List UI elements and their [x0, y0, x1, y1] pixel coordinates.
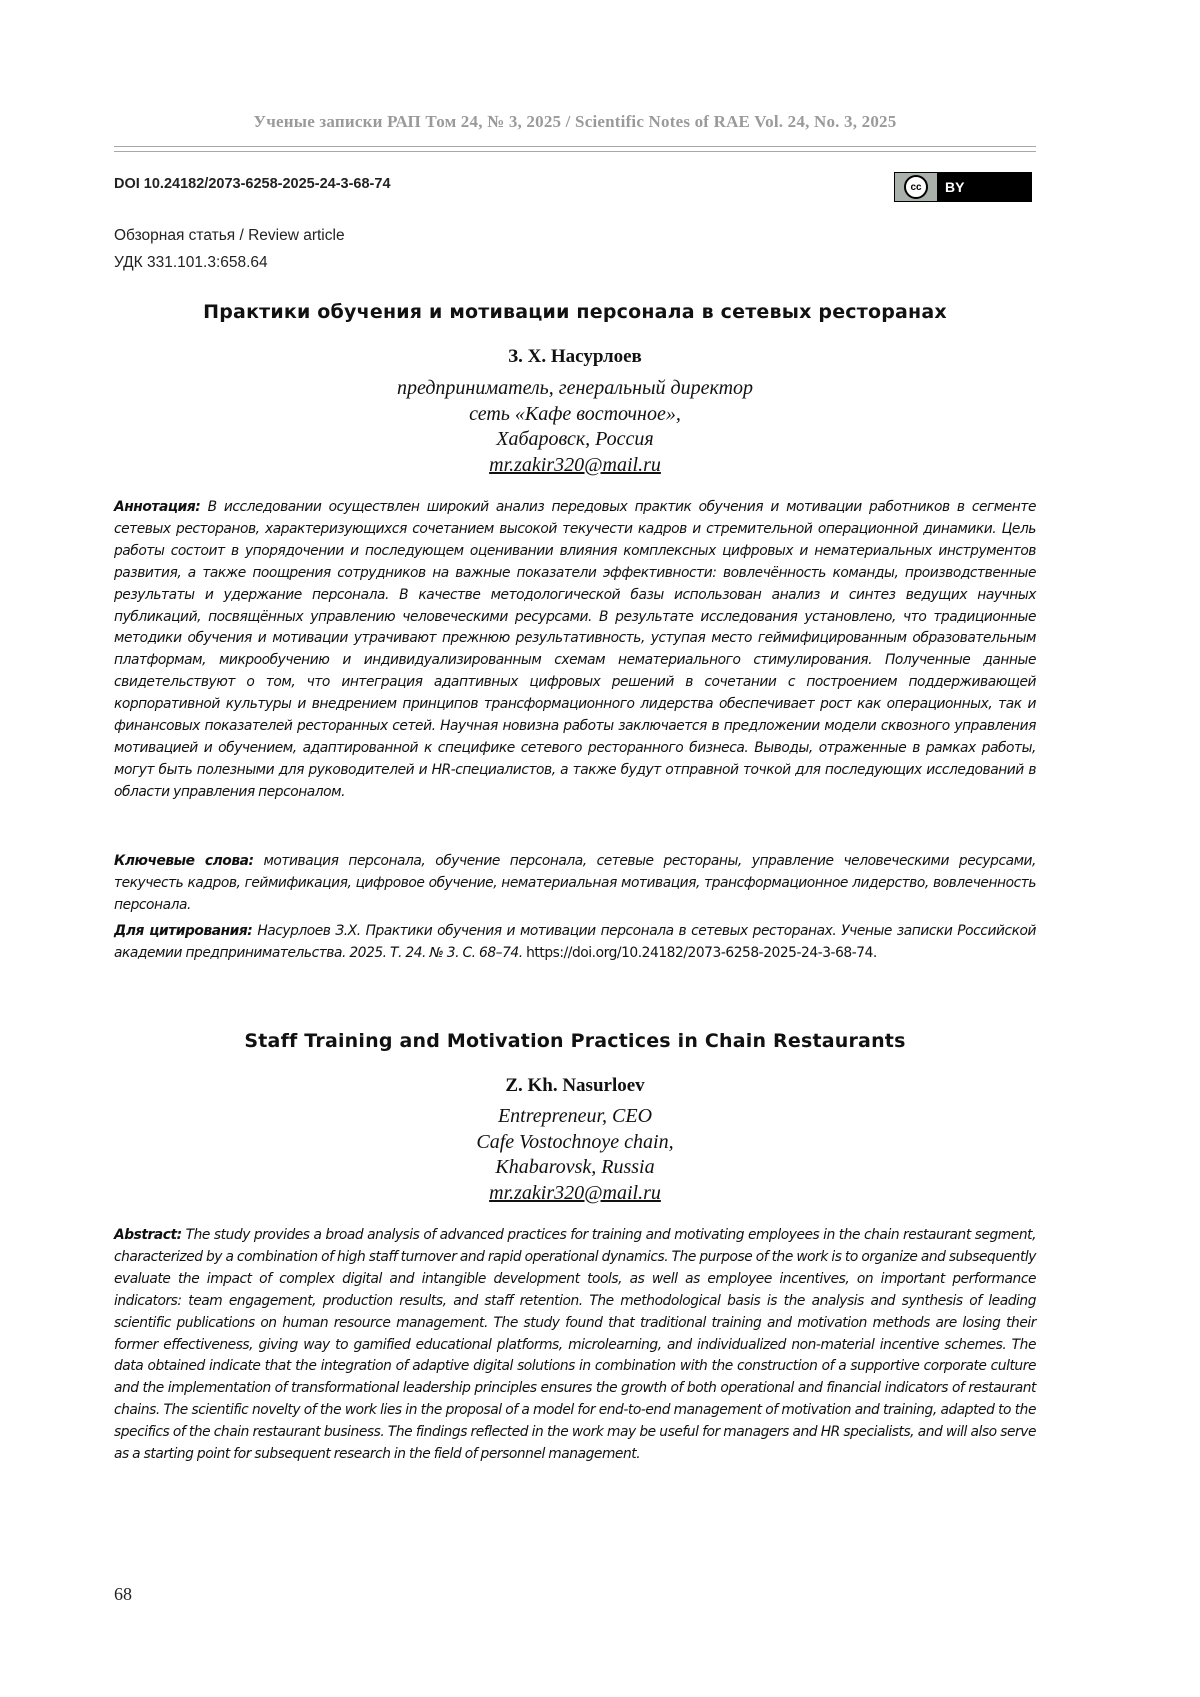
article-type: Обзорная статья / Review article — [114, 227, 345, 244]
keywords-label-ru: Ключевые слова: — [114, 853, 254, 869]
doi[interactable]: DOI 10.24182/2073-6258-2025-24-3-68-74 — [114, 176, 391, 192]
citation-ru — [114, 921, 1036, 965]
by-label: BY — [945, 179, 965, 195]
udc-code: УДК 331.101.3:658.64 — [114, 254, 268, 271]
author-email-link-en[interactable]: mr.zakir320@mail.ru — [489, 1181, 661, 1204]
author-email-link-ru[interactable]: mr.zakir320@mail.ru — [489, 453, 661, 476]
affiliation-line: предприниматель, генеральный директор — [396, 377, 754, 399]
affiliation-line: Khabarovsk, Russia — [495, 1156, 655, 1178]
abstract-text-ru: В исследовании осуществлен широкий анализ передовых практик обучения и мотивации работников в сегменте сетевых ресторанов, характеризующихся сочетанием высокой текучести кадров и стремительной операционной динамики. Цель работы состоит в упорядочении и последующем оценивании влияния комплексных цифровых и нематериальных инструментов развития, а также поощрения сотрудников на важные показатели эффективности: вовлечённость команды, производственные результаты и удержание персонала. В качестве методологической базы использован анализ и синтез ведущих научных публикаций, посвящённых управлению человеческими ресурсами. В результате исследования установлено, что традиционные методики обучения и мотивации утрачивают прежнюю результативность, уступая место геймифицированным образовательным платформам, микрообучению и индивидуализированным схемам нематериального стимулирования. Полученные данные свидетельствуют о том, что интеграция адаптивных цифровых решений в сочетании с построением поддерживающей корпоративной культуры и внедрением принципов трансформационного лидерства обеспечивает рост как операционных, так и финансовых показателей ресторанных сетей. Научная новизна работы заключается в предложении модели сквозного управления мотивацией и обучением, адаптированной к специфике сетевого ресторанного бизнеса. Выводы, отраженные в рамках работы, могут быть полезными для руководителей и HR-специалистов, а также будут отправной точкой для последующих исследований в области управления персоналом. — [114, 499, 1036, 800]
abstract-en — [114, 1225, 1036, 1466]
affiliation-line: Хабаровск, Россия — [496, 428, 654, 450]
author-affiliation-ru — [114, 376, 1036, 478]
keywords-ru — [114, 851, 1036, 917]
article-title-ru: Практики обучения и мотивации персонала в сетевых ресторанах — [203, 301, 947, 323]
article-title-en: Staff Training and Motivation Practices in Chain Restaurants — [244, 1030, 906, 1052]
citation-text-ru: Насурлоев З.Х. Практики обучения и мотивации персонала в сетевых ресторанах. Ученые записки Российской академии предпринимательства. 2025. Т. 24. № 3. С. 68–74. — [114, 923, 1037, 961]
author-affiliation-en — [114, 1104, 1036, 1206]
abstract-label-ru: Аннотация: — [114, 499, 201, 515]
citation-doi-link[interactable]: https://doi.org/10.24182/2073-6258-2025-24-3-68-74. — [526, 944, 877, 961]
abstract-text-en: The study provides a broad analysis of advanced practices for training and motivating employees in the chain restaurant segment, characterized by a combination of high staff turnover and rapid operational dynamics. The purpose of the work is to organize and subsequently evaluate the impact of complex digital and intangible development tools, as well as employee incentives, on important performance indicators: team engagement, production results, and staff retention. The methodological basis is the analysis and synthesis of leading scientific publications on human resource management. The study found that traditional training and motivation methods are losing their former effectiveness, giving way to gamified educational platforms, microlearning, and individualized non-material incentive schemes. The data obtained indicate that the integration of adaptive digital solutions in combination with the construction of a supportive corporate culture and the implementation of transformational leadership principles ensures the growth of both operational and financial indicators of restaurant chains. The scientific novelty of the work lies in the proposal of a model for end-to-end management of motivation and training, adapted to the specifics of the chain restaurant business. The findings reflected in the work may be useful for managers and HR specialists, and will also serve as a starting point for subsequent research in the field of personnel management. — [114, 1227, 1037, 1463]
affiliation-line: сеть «Кафе восточное», — [469, 402, 681, 425]
affiliation-line: Entrepreneur, CEO — [497, 1105, 653, 1127]
author-name-ru: З. Х. Насурлоев — [508, 346, 642, 367]
abstract-label-en: Abstract: — [114, 1227, 182, 1243]
running-head: Ученые записки РАП Том 24, № 3, 2025 / Scientific Notes of RAE Vol. 24, No. 3, 2025 — [253, 112, 897, 131]
cc-by-license-badge[interactable] — [894, 172, 1032, 202]
citation-label-ru: Для цитирования: — [114, 923, 253, 939]
creative-commons-icon: cc — [904, 175, 928, 199]
affiliation-line: Cafe Vostochnoye chain, — [476, 1130, 674, 1153]
page-number: 68 — [114, 1584, 132, 1604]
abstract-ru — [114, 497, 1036, 804]
cc-icon-area — [895, 173, 937, 201]
author-name-en: Z. Kh. Nasurloev — [505, 1075, 645, 1096]
keywords-text-ru: мотивация персонала, обучение персонала, сетевые рестораны, управление человеческими ресурсами, текучесть кадров, геймификация, цифровое обучение, нематериальная мотивация, трансформационное лидерство, вовлеченность персонала. — [114, 853, 1036, 913]
header-rule-top — [114, 146, 1036, 147]
header-rule-bottom — [114, 151, 1036, 152]
